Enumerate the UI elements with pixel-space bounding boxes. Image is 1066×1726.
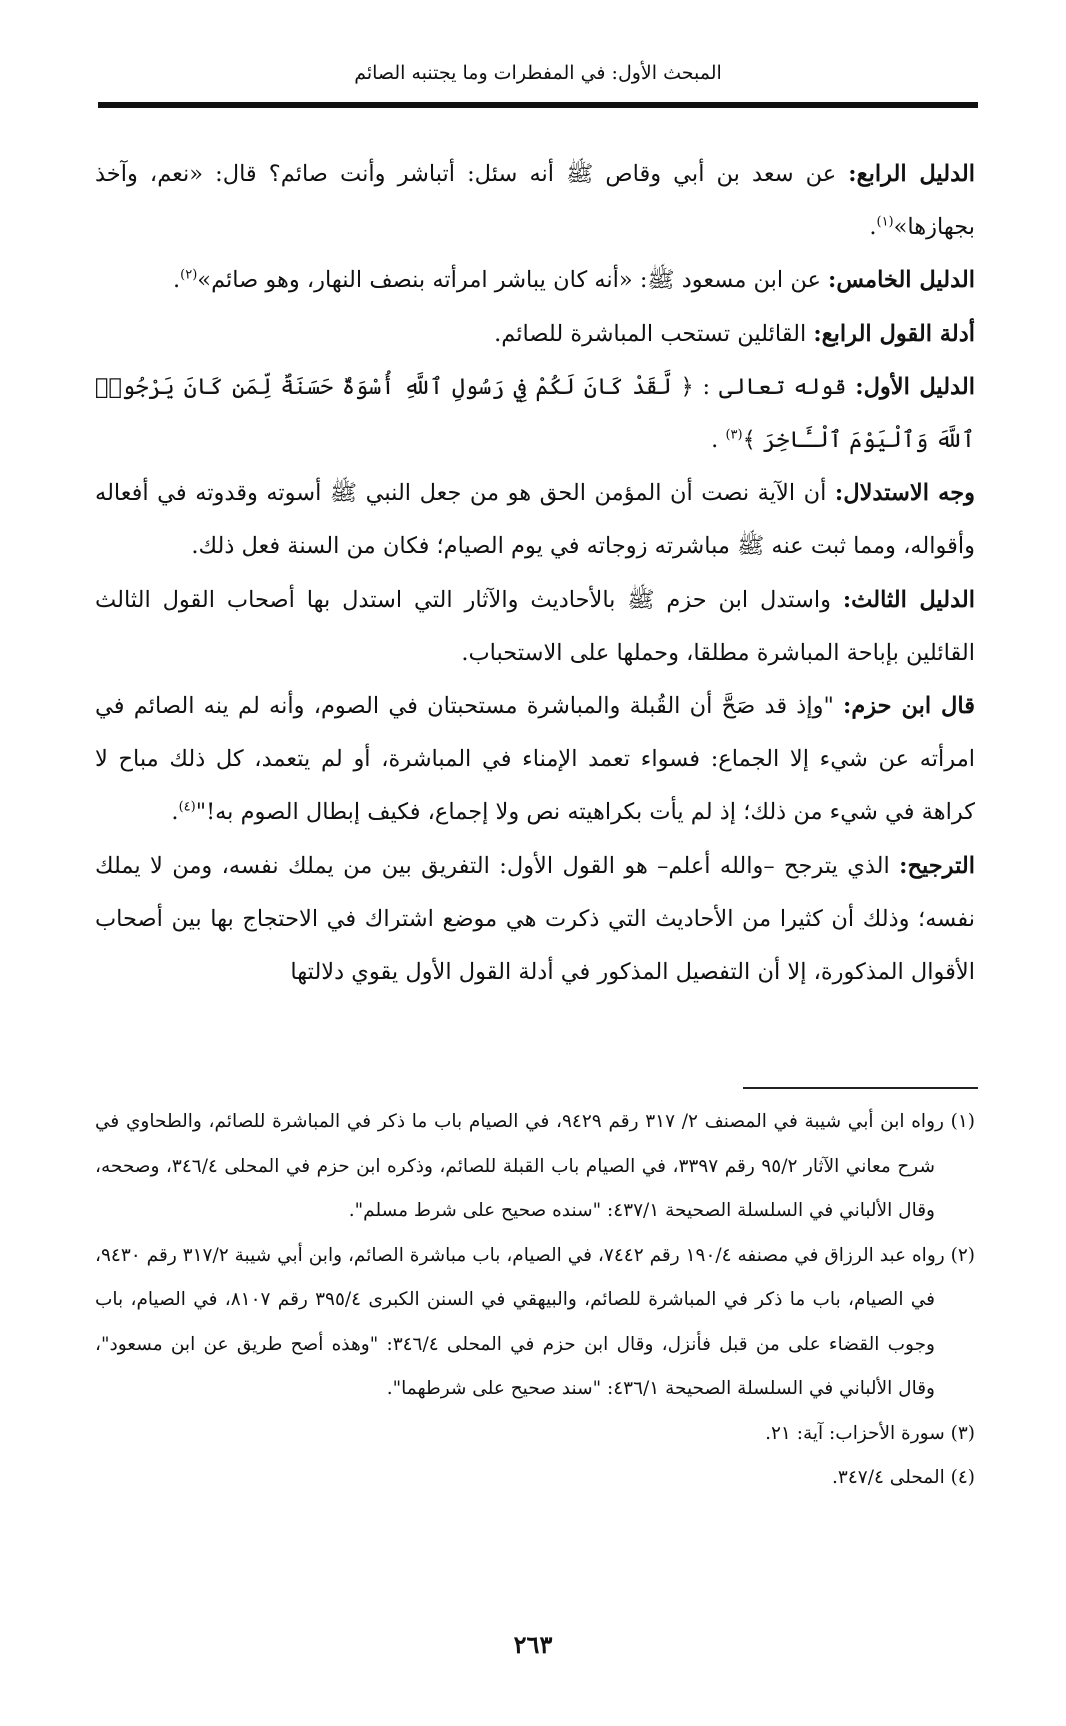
paragraph-lead: الترجيح: xyxy=(899,852,975,879)
footnote-ref-1[interactable]: (١) xyxy=(876,214,894,230)
footnote-item: (٤) المحلى ٣٤٧/٤. xyxy=(832,1467,975,1488)
paragraph-text: القائلين تستحب المباشرة للصائم. xyxy=(494,320,814,347)
paragraph-text: عن سعد بن أبي وقاص ﷺ أنه سئل: أتباشر وأنت صائم؟ قال: «نعم، وآخذ بجهازها» xyxy=(95,161,975,241)
footnote-item: (٣) سورة الأحزاب: آية: ٢١. xyxy=(765,1422,975,1444)
paragraph-lead: الدليل الثالث: xyxy=(842,586,975,613)
paragraph-text: واستدل ابن حزم ﷺ بالأحاديث والآثار التي استدل بها أصحاب القول الثالث القائلين بإباحة المباشرة مطلقا، وحملها على الاستحباب. xyxy=(95,586,975,666)
paragraph-lead: الدليل الرابع: xyxy=(848,161,975,187)
paragraph-evidence-4: الدليل الرابع: عن سعد بن أبي وقاص ﷺ أنه سئل: أتباشر وأنت صائم؟ قال: «نعم، وآخذ بجهازها»$^{(١)}$. xyxy=(95,161,975,241)
paragraph-lead: وجه الاستدلال: xyxy=(834,480,975,507)
header-rule xyxy=(98,102,978,108)
paragraph-text: أن الآية نصت أن المؤمن الحق هو من جعل النبي ﷺ أسوته وقدوته في أفعاله وأقواله، ومما ثبت عنه ﷺ مباشرته زوجاته في يوم الصيام؛ فكان من السنة فعل ذلك. xyxy=(95,480,975,560)
footnote-item: (٢) رواه عبد الرزاق في مصنفه ١٩٠/٤ رقم ٧٤٤٢، في الصيام، باب مباشرة الصائم، وابن أبي شيبة ٣١٧/٢ رقم ٩٤٣٠، في الصيام، باب ما ذكر في المباشرة للصائم، والبيهقي في السنن الكبرى ٣٩٥/٤ رقم ٨١٠٧، في الصيام، باب وجوب القضاء على من قبل فأنزل، وقال ابن حزم في المحلى ٣٤٦/٤: "وهذه أصح طريق عن ابن مسعود"، وقال الألباني في السلسلة الصحيحة ٤٣٦/١: "سند صحيح على شرطهما". xyxy=(95,1244,975,1399)
footnote-item: (١) رواه ابن أبي شيبة في المصنف ٢/ ٣١٧ رقم ٩٤٢٩، في الصيام باب ما ذكر في المباشرة للصائم، والطحاوي في شرح معاني الآثار ٩٥/٢ رقم ٣٣٩٧، في الصيام باب القبلة للصائم، وذكره ابن حزم في المحلى ٣٤٦/٤، وصححه، وقال الألباني في السلسلة الصحيحة ٤٣٧/١: "سنده صحيح على شرط مسلم". xyxy=(95,1111,976,1221)
paragraph-lead: الدليل الخامس: xyxy=(828,267,975,294)
paragraph-evidence-1-verse: الدليل الأول: قوله تعالى : ﴿ لَّقَدْ كَانَ لَكُمْ فِي رَسُولِ ٱللَّهِ أُسْوَةٌ حَسَنَةٌ لِّمَن كَانَ يَرْجُوا۟ ٱللَّهَ وَٱلْيَوْمَ ٱلْـَٔاخِرَ ﴾$^{(٣)}$ . xyxy=(95,373,975,454)
paragraph-inference xyxy=(95,467,975,573)
paragraph-text: الذي يترجح –والله أعلم– هو القول الأول: التفريق بين من يملك نفسه، ومن لا يملك نفسه؛ وذلك أن كثيرا من الأحاديث التي ذكرت هي موضع اشتراك في الاحتجاج بها بين أصحاب الأقوال المذكورة، إلا أن التفصيل المذكور في أدلة القول الأول يقوي دلالتها xyxy=(95,852,975,986)
page-number: ٢٦٣ xyxy=(513,1630,553,1659)
paragraph-lead: الدليل الأول: xyxy=(855,373,975,400)
footnote-ref-2[interactable]: (٢) xyxy=(180,267,198,283)
footnote-separator xyxy=(743,1087,978,1089)
footnotes xyxy=(95,1100,975,1501)
paragraph-fourth-opinion xyxy=(95,308,975,361)
paragraph-text: عن ابن مسعود ﷺ: «أنه كان يباشر امرأته بنصف النهار، وهو صائم» xyxy=(197,267,829,294)
running-head: المبحث الأول: في المفطرات وما يجتنبه الصائم xyxy=(354,62,722,84)
paragraph-lead: قال ابن حزم: xyxy=(843,693,975,720)
footnote-ref-3[interactable]: (٣) xyxy=(725,427,743,443)
paragraph-preponderance xyxy=(95,840,975,1000)
paragraph-evidence-5: الدليل الخامس: عن ابن مسعود ﷺ: «أنه كان يباشر امرأته بنصف النهار، وهو صائم»$^{(٢)}$. xyxy=(173,267,975,294)
paragraph-ibn-hazm-quote: قال ابن حزم: "وإذ قد صَحَّ أن القُبلة والمباشرة مستحبتان في الصوم، وأنه لم ينه الصائم في امرأته عن شيء إلا الجماع: فسواء تعمد الإمناء في المباشرة، أو لم يتعمد، كل ذلك مباح لا كراهة في شيء من ذلك؛ إذ لم يأت بكراهيته نص ولا إجماع، فكيف إبطال الصوم به!"$^{(٤)}$. xyxy=(95,693,975,826)
paragraph-text: "وإذ قد صَحَّ أن القُبلة والمباشرة مستحبتان في الصوم، وأنه لم ينه الصائم في امرأته عن شيء إلا الجماع: فسواء تعمد الإمناء في المباشرة، أو لم يتعمد، كل ذلك مباح لا كراهة في شيء من ذلك؛ إذ لم يأت بكراهيته نص ولا إجماع، فكيف إبطال الصوم به!" xyxy=(95,693,975,826)
paragraph-evidence-3 xyxy=(95,574,975,680)
paragraph-lead: أدلة القول الرابع: xyxy=(813,320,975,347)
paragraph-text: قوله تعالى : ﴿ لَّقَدْ كَانَ لَكُمْ فِي رَسُولِ ٱللَّهِ أُسْوَةٌ حَسَنَةٌ لِّمَن كَانَ يَرْجُوا۟ ٱللَّهَ وَٱلْيَوْمَ ٱلْـَٔاخِرَ ﴾ xyxy=(95,373,975,454)
main-text xyxy=(95,148,975,999)
footnote-ref-4[interactable]: (٤) xyxy=(178,799,196,815)
